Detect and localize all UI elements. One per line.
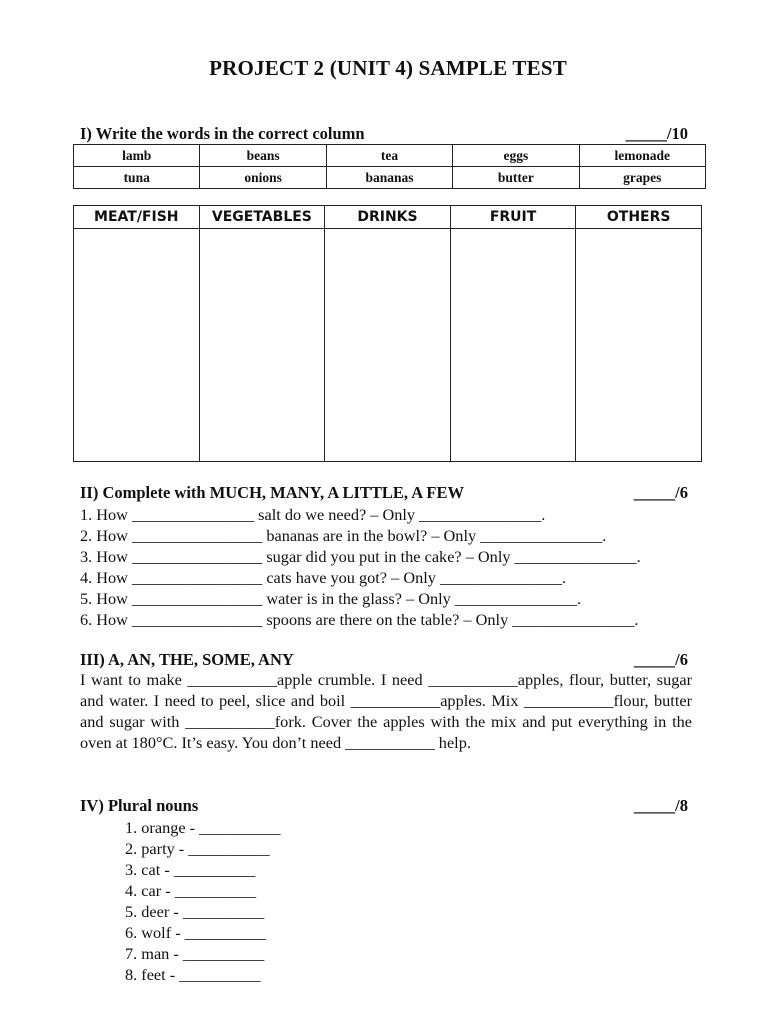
section-2-header <box>80 483 688 503</box>
cloze-paragraph: I want to make ___________apple crumble. I need ___________apples, flour, butter, sugar and water. I need to peel, slice and boil ___________apples. Mix ___________flour, butter and sugar with ___________fork. Cover the apples with the mix and put everything in the oven at 180°C. It’s easy. You don’t need ___________ help. <box>80 670 692 752</box>
plural-item: 7. man - __________ <box>125 944 265 963</box>
plural-item: 6. wolf - __________ <box>125 923 267 942</box>
question-line: 5. How ________________ water is in the glass? – Only _______________. <box>80 589 582 608</box>
section-1-heading: I) Write the words in the correct column <box>80 124 365 143</box>
answer-cell-drinks[interactable] <box>325 229 451 462</box>
word-cell: butter <box>453 167 579 189</box>
word-cell: lamb <box>74 145 200 167</box>
answer-cell-fruit[interactable] <box>450 229 576 462</box>
word-cell: grapes <box>579 167 705 189</box>
answer-cell-vegetables[interactable] <box>199 229 325 462</box>
plural-item: 4. car - __________ <box>125 881 257 900</box>
word-bank-row <box>74 145 706 167</box>
question-line: 6. How ________________ spoons are there on the table? – Only _______________. <box>80 610 639 629</box>
section-2-heading: II) Complete with MUCH, MANY, A LITTLE, A FEW <box>80 483 464 502</box>
word-cell: onions <box>200 167 326 189</box>
word-bank-table <box>73 144 706 189</box>
section-4-header <box>80 796 688 816</box>
plural-item: 2. party - __________ <box>125 839 270 858</box>
answer-cell-meat-fish[interactable] <box>74 229 200 462</box>
column-header-vegetables: VEGETABLES <box>199 206 325 229</box>
plural-item: 8. feet - __________ <box>125 965 261 984</box>
word-cell: eggs <box>453 145 579 167</box>
word-cell: lemonade <box>579 145 705 167</box>
column-header-meat-fish: MEAT/FISH <box>74 206 200 229</box>
column-header-others: OTHERS <box>576 206 702 229</box>
word-cell: tuna <box>74 167 200 189</box>
plural-item: 3. cat - __________ <box>125 860 256 879</box>
plural-item: 1. orange - __________ <box>125 818 281 837</box>
section-1-score: _____/10 <box>625 124 688 143</box>
word-cell: tea <box>326 145 452 167</box>
category-answer-row <box>74 229 702 462</box>
word-cell: beans <box>200 145 326 167</box>
column-header-drinks: DRINKS <box>325 206 451 229</box>
column-header-fruit: FRUIT <box>450 206 576 229</box>
section-2-score: _____/6 <box>633 483 688 502</box>
section-3-heading: III) A, AN, THE, SOME, ANY <box>80 650 294 669</box>
section-4-score: _____/8 <box>633 796 688 815</box>
question-line: 2. How ________________ bananas are in the bowl? – Only _______________. <box>80 526 607 545</box>
word-bank-row <box>74 167 706 189</box>
question-line: 1. How _______________ salt do we need? – Only _______________. <box>80 505 546 524</box>
section-4-heading: IV) Plural nouns <box>80 796 199 815</box>
section-1-header <box>80 124 688 144</box>
section-3-header <box>80 650 688 670</box>
plural-item: 5. deer - __________ <box>125 902 265 921</box>
category-header-row <box>74 206 702 229</box>
word-cell: bananas <box>326 167 452 189</box>
page-title: PROJECT 2 (UNIT 4) SAMPLE TEST <box>209 56 567 80</box>
category-table <box>73 205 702 462</box>
question-line: 3. How ________________ sugar did you put in the cake? – Only _______________. <box>80 547 641 566</box>
question-line: 4. How ________________ cats have you got? – Only _______________. <box>80 568 567 587</box>
answer-cell-others[interactable] <box>576 229 702 462</box>
section-3-score: _____/6 <box>633 650 688 669</box>
